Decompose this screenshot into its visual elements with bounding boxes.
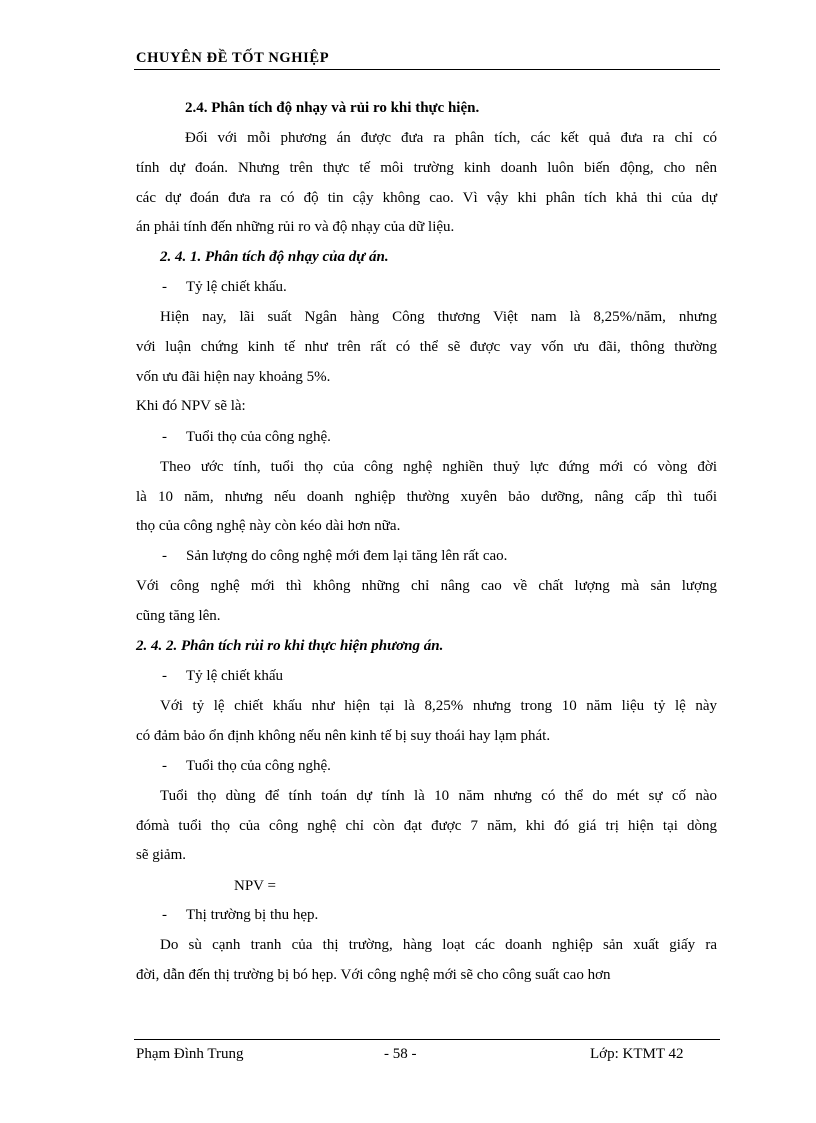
sub1-para2-line-2: là 10 năm, nhưng nếu doanh nghiệp thường xuyên bảo dưỡng, nâng cấp thì tuổi <box>136 489 717 505</box>
bullet-dash: - <box>162 429 167 445</box>
bullet-dash: - <box>162 548 167 564</box>
footer-page-number: - 58 - <box>384 1046 417 1062</box>
sub2-bullet-discount-rate: Tỷ lệ chiết khấu <box>186 668 284 684</box>
subsection-2-heading: 2. 4. 2. Phân tích rủi ro khi thực hiện phương án. <box>136 638 444 654</box>
footer-rule <box>134 1039 720 1040</box>
document-header-title: CHUYÊN ĐỀ TỐT NGHIỆP <box>136 50 330 66</box>
sub1-bullet-discount-rate: Tỷ lệ chiết khấu. <box>186 279 287 295</box>
sub1-bullet-output: Sản lượng do công nghệ mới đem lại tăng lên rất cao. <box>186 548 508 564</box>
intro-line-2: tính dự đoán. Nhưng trên thực tế môi trường kinh doanh luôn biến động, cho nên <box>136 160 717 176</box>
header-rule <box>134 69 720 70</box>
footer-author: Phạm Đình Trung <box>136 1046 244 1062</box>
sub2-para3-line-2: đời, dẫn đến thị trường bị bó hẹp. Với công nghệ mới sẽ cho công suất cao hơn <box>136 967 611 983</box>
sub1-bullet-tech-lifespan: Tuổi thọ của công nghệ. <box>186 429 331 445</box>
sub1-para1-line-3: vốn ưu đãi hiện nay khoảng 5%. <box>136 369 331 385</box>
sub2-para1-line-2: có đảm bảo ổn định không nếu nên kinh tế bị suy thoái hay lạm phát. <box>136 728 551 744</box>
sub2-bullet-tech-lifespan: Tuổi thọ của công nghệ. <box>186 758 331 774</box>
bullet-dash: - <box>162 907 167 923</box>
sub1-para3-line-1: Với công nghệ mới thì không những chỉ nâng cao về chất lượng mà sản lượng <box>136 578 717 594</box>
sub2-para3-line-1: Do sù cạnh tranh của thị trường, hàng loạt các doanh nghiệp sản xuất giấy ra <box>160 937 717 953</box>
sub2-para1-line-1: Với tỷ lệ chiết khấu như hiện tại là 8,25% nhưng trong 10 năm liệu tỷ lệ này <box>160 698 717 714</box>
intro-line-3: các dự đoán đưa ra có độ tin cậy không cao. Vì vậy khi phân tích khả thi của dự <box>136 190 717 206</box>
sub1-npv-line: Khi đó NPV sẽ là: <box>136 398 246 414</box>
sub2-para2-line-2: đómà tuổi thọ của công nghệ chỉ còn đạt được 7 năm, khi đó giá trị hiện tại dòng <box>136 818 717 834</box>
sub2-para2-line-1: Tuổi thọ dùng để tính toán dự tính là 10 năm nhưng có thể do mét sự cố nào <box>160 788 717 804</box>
bullet-dash: - <box>162 668 167 684</box>
sub1-para2-line-3: thọ của công nghệ này còn kéo dài hơn nữa. <box>136 518 401 534</box>
section-heading: 2.4. Phân tích độ nhạy và rủi ro khi thực hiện. <box>185 100 480 116</box>
sub1-para1-line-2: với luận chứng kinh tế như trên rất có thể sẽ được vay vốn ưu đãi, thông thường <box>136 339 717 355</box>
npv-formula: NPV = <box>234 878 276 894</box>
bullet-dash: - <box>162 758 167 774</box>
subsection-1-heading: 2. 4. 1. Phân tích độ nhạy của dự án. <box>160 249 389 265</box>
intro-line-1: Đối với mỗi phương án được đưa ra phân tích, các kết quả đưa ra chỉ có <box>185 130 717 146</box>
sub2-para2-line-3: sẽ giảm. <box>136 847 186 863</box>
sub1-para1-line-1: Hiện nay, lãi suất Ngân hàng Công thương Việt nam là 8,25%/năm, nhưng <box>160 309 717 325</box>
sub1-para2-line-1: Theo ước tính, tuổi thọ của công nghệ nghiền thuỷ lực đứng mới có vòng đời <box>160 459 717 475</box>
bullet-dash: - <box>162 279 167 295</box>
sub2-bullet-market: Thị trường bị thu hẹp. <box>186 907 319 923</box>
sub1-para3-line-2: cũng tăng lên. <box>136 608 221 624</box>
footer-class: Lớp: KTMT 42 <box>590 1046 684 1062</box>
intro-line-4: án phải tính đến những rủi ro và độ nhạy của dữ liệu. <box>136 219 455 235</box>
